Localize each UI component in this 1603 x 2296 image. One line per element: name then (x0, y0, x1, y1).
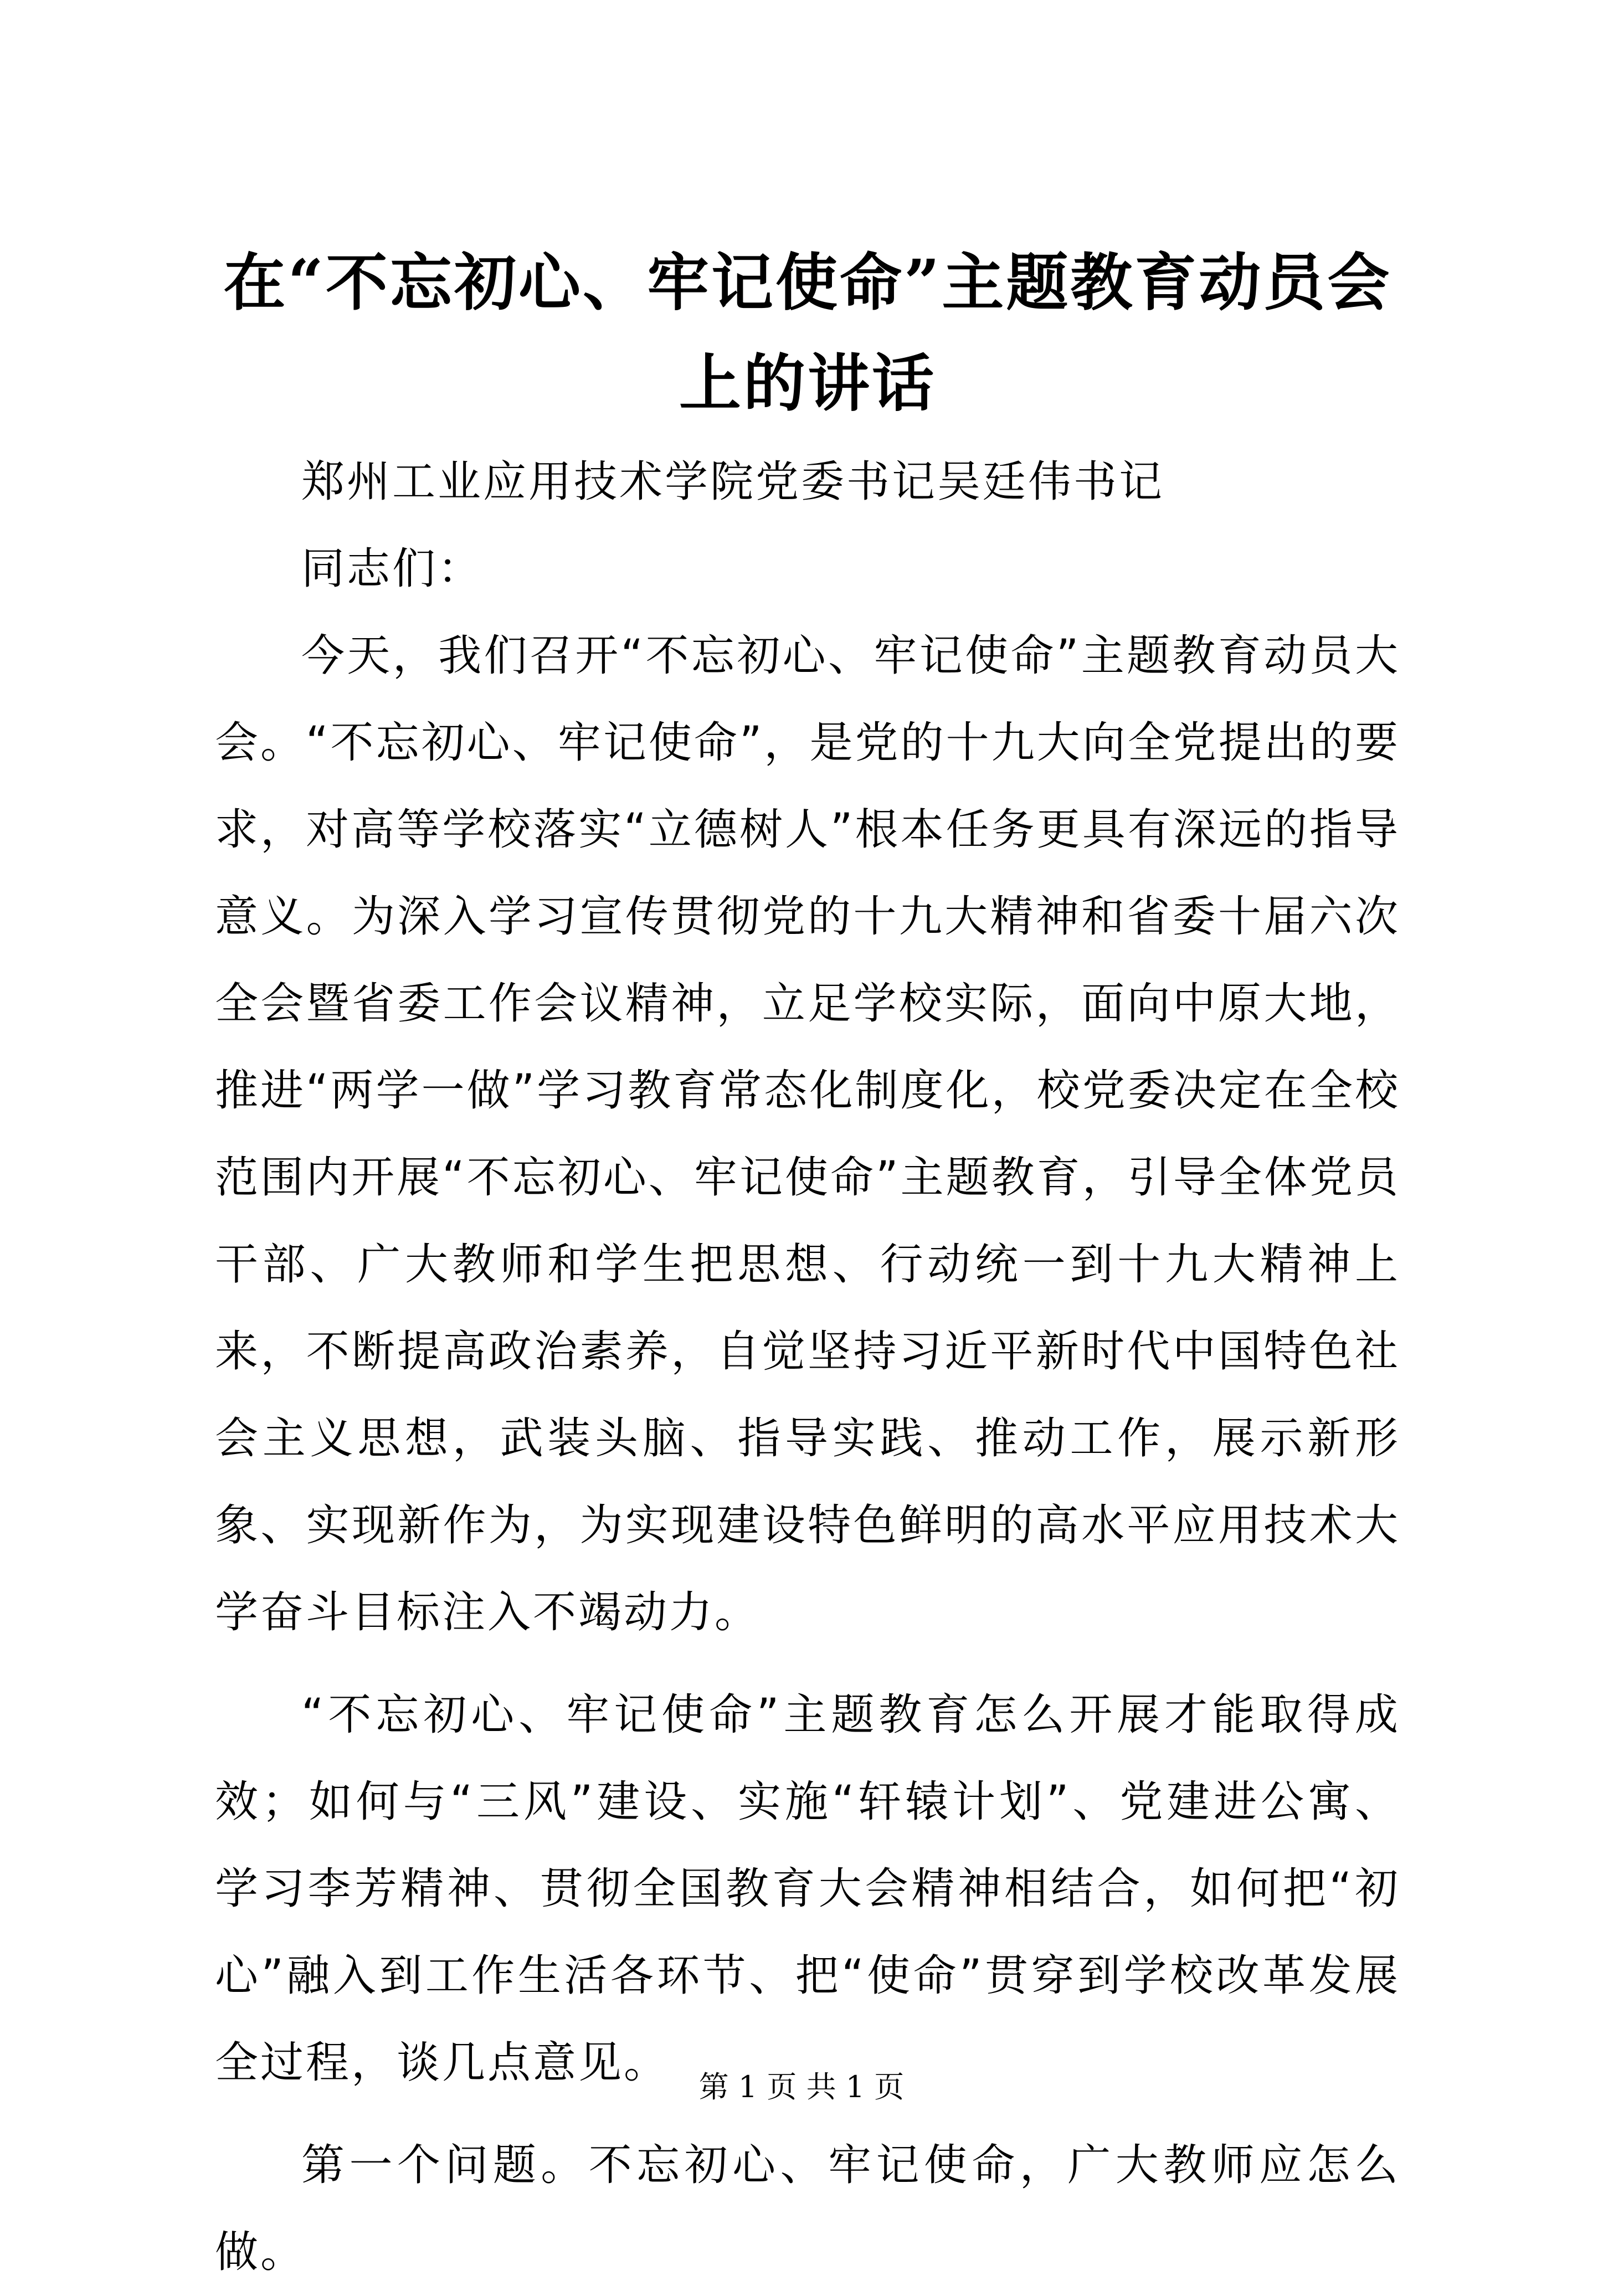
paragraph-3: 第一个问题。不忘初心、牢记使命，广大教师应怎么做。 (215, 2140, 1400, 2277)
document-title: 在“不忘初心、牢记使命”主题教育动员会上的讲话 (223, 246, 1392, 420)
paragraph-1: 今天，我们召开“不忘初心、牢记使命”主题教育动员大会。“不忘初心、牢记使命”，是党的十九大向全党提出的要求，对高等学校落实“立德树人”根本任务更具有深远的指导意义。为深入学习宣传贯彻党的十九大精神和省委十届六次全会暨省委工作会议精神，立足学校实际，面向中原大地，推进“两学一做”学习教育常态化制度化，校党委决定在全校范围内开展“不忘初心、牢记使命”主题教育，引导全体党员干部、广大教师和学生把思想、行动统一到十九大精神上来，不断提高政治素养，自觉坚持习近平新时代中国特色社会主义思想，武装头脑、指导实践、推动工作，展示新形象、实现新作为，为实现建设特色鲜明的高水平应用技术大学奋斗目标注入不竭动力。 (215, 631, 1400, 1637)
author-line: 郑州工业应用技术学院党委书记吴廷伟书记 (301, 457, 1165, 507)
paragraph-2: “不忘初心、牢记使命”主题教育怎么开展才能取得成效；如何与“三风”建设、实施“轩辕计划”、党建进公寓、学习李芳精神、贯彻全国教育大会精神相结合，如何把“初心”融入到工作生活各环节、把“使命”贯穿到学校改革发展全过程，谈几点意见。 (215, 1690, 1400, 2088)
document-body (215, 233, 1400, 2296)
page-footer: 第 1 页 共 1 页 (698, 2069, 905, 2104)
salutation: 同志们： (301, 544, 484, 594)
